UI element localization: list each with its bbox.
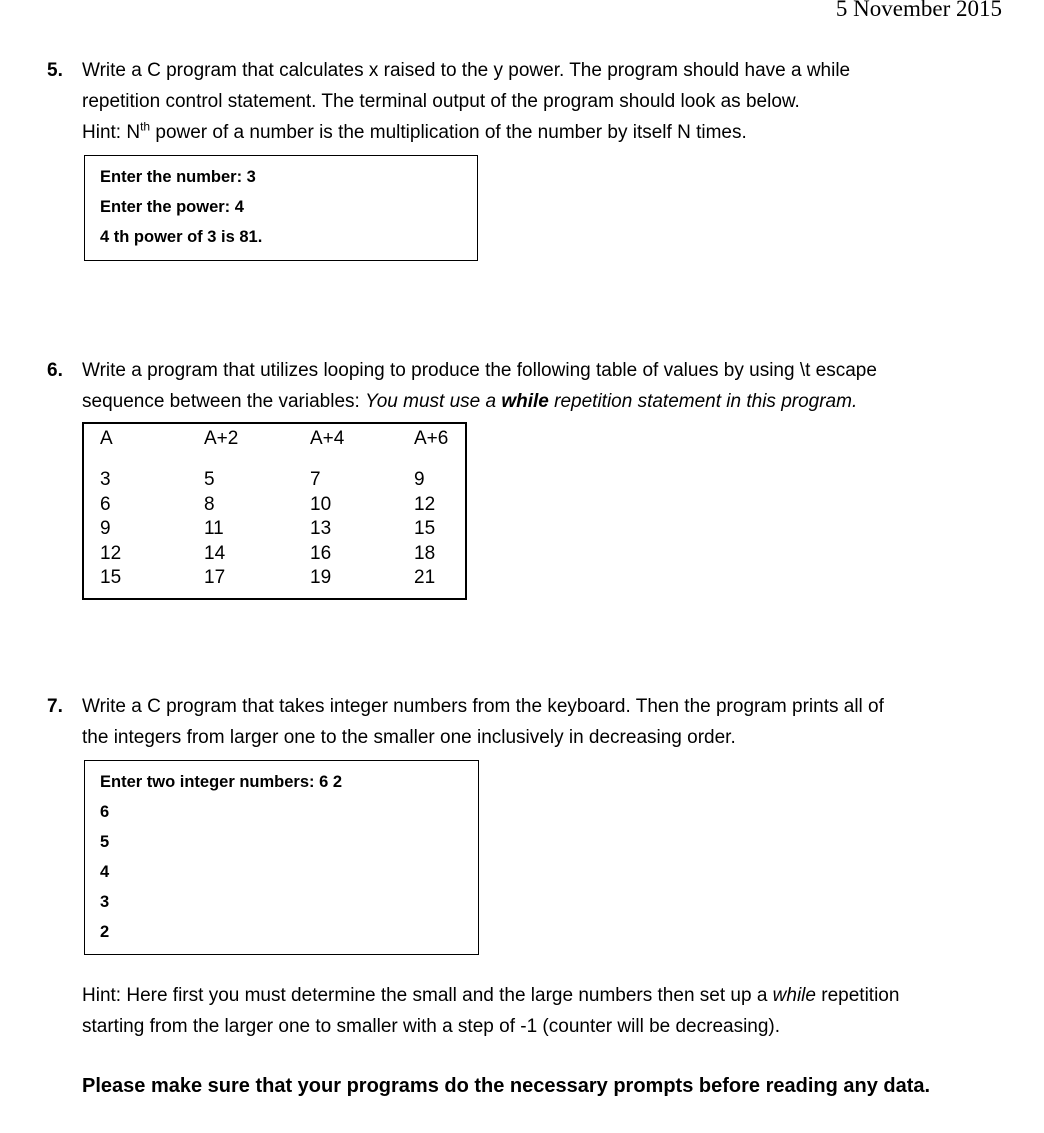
table-cell: 16	[310, 542, 332, 564]
table-cell: 15	[100, 567, 122, 588]
question-5-output-box	[84, 155, 478, 261]
output-line: 3	[100, 893, 110, 911]
table-cell: 18	[414, 542, 436, 564]
output-line: 2	[100, 923, 110, 941]
table-cell: 7	[310, 469, 321, 490]
question-6-line-1: Write a program that utilizes looping to produce the following table of values by using \t escape	[82, 360, 877, 381]
hint-rest: power of a number is the multiplication of the number by itself N times.	[150, 122, 747, 143]
output-line: 4	[100, 863, 110, 881]
table-cell: 15	[414, 518, 436, 539]
question-5-hint	[82, 117, 850, 148]
table-cell: 9	[414, 469, 425, 490]
table-cell: 3	[100, 469, 111, 490]
question-7-number: 7.	[47, 696, 63, 717]
question-7-hint	[82, 980, 899, 1042]
values-table	[82, 422, 467, 600]
table-header: A+6	[414, 428, 449, 449]
hint-line-1-a: Hint: Here first you must determine the small and the large numbers then set up a	[82, 985, 773, 1006]
table-cell: 9	[100, 518, 111, 539]
table-header: A+4	[310, 428, 345, 449]
output-line: Enter the power: 4	[100, 198, 244, 216]
question-7-line-1: Write a C program that takes integer numbers from the keyboard. Then the program prints all of	[82, 696, 884, 717]
question-5-text	[82, 55, 850, 148]
table-cell: 8	[204, 493, 215, 515]
line-2-plain: sequence between the variables:	[82, 391, 366, 412]
line-2-italic: You must use a	[365, 391, 502, 412]
hint-line-1-b: repetition	[815, 985, 900, 1006]
table-cell: 19	[310, 567, 332, 588]
table-cell: 14	[204, 542, 226, 564]
hint-line-1	[82, 980, 899, 1011]
output-line: Enter two integer numbers: 6 2	[100, 773, 343, 791]
line-2-bold-italic: while	[501, 391, 549, 412]
question-6-number: 6.	[47, 360, 63, 381]
line-2-italic-end: repetition statement in this program.	[548, 391, 858, 412]
table-cell: 13	[310, 518, 332, 539]
footer-note: Please make sure that your programs do the necessary prompts before reading any data.	[82, 1075, 931, 1097]
table-cell: 11	[204, 518, 224, 539]
table-cell: 10	[310, 493, 332, 515]
document-date: 5 November 2015	[835, 0, 1002, 21]
table-column-a-plus-2	[204, 468, 225, 591]
output-line: 5	[100, 833, 110, 851]
table-column-a	[100, 468, 121, 591]
table-header: A	[100, 428, 113, 449]
question-7-text	[82, 691, 884, 753]
output-line: 6	[100, 803, 110, 821]
table-cell: 17	[204, 567, 226, 588]
table-cell: 12	[414, 493, 436, 515]
hint-line-2: starting from the larger one to smaller with a step of -1 (counter will be decreasing).	[82, 1016, 781, 1037]
output-line: Enter the number: 3	[100, 168, 256, 186]
hint-superscript: th	[140, 119, 151, 134]
question-5-number: 5.	[47, 60, 63, 81]
question-6-line-2	[82, 386, 877, 417]
hint-line-1-italic: while	[772, 985, 816, 1006]
table-column-a-plus-6	[414, 468, 435, 591]
table-cell: 12	[100, 542, 122, 564]
table-cell: 6	[100, 493, 111, 515]
table-cell: 5	[204, 469, 215, 490]
question-6-text	[82, 355, 877, 417]
question-5-line-1: Write a C program that calculates x raised to the y power. The program should have a while	[82, 60, 851, 81]
table-header: A+2	[204, 428, 239, 449]
question-5-line-2: repetition control statement. The terminal output of the program should look as below.	[82, 91, 800, 112]
output-line: 4 th power of 3 is 81.	[100, 228, 263, 246]
question-7-output-box	[84, 760, 479, 955]
hint-prefix: Hint: N	[82, 122, 141, 143]
question-7-line-2: the integers from larger one to the smaller one inclusively in decreasing order.	[82, 727, 736, 748]
table-column-a-plus-4	[310, 468, 331, 591]
table-cell: 21	[414, 567, 436, 588]
